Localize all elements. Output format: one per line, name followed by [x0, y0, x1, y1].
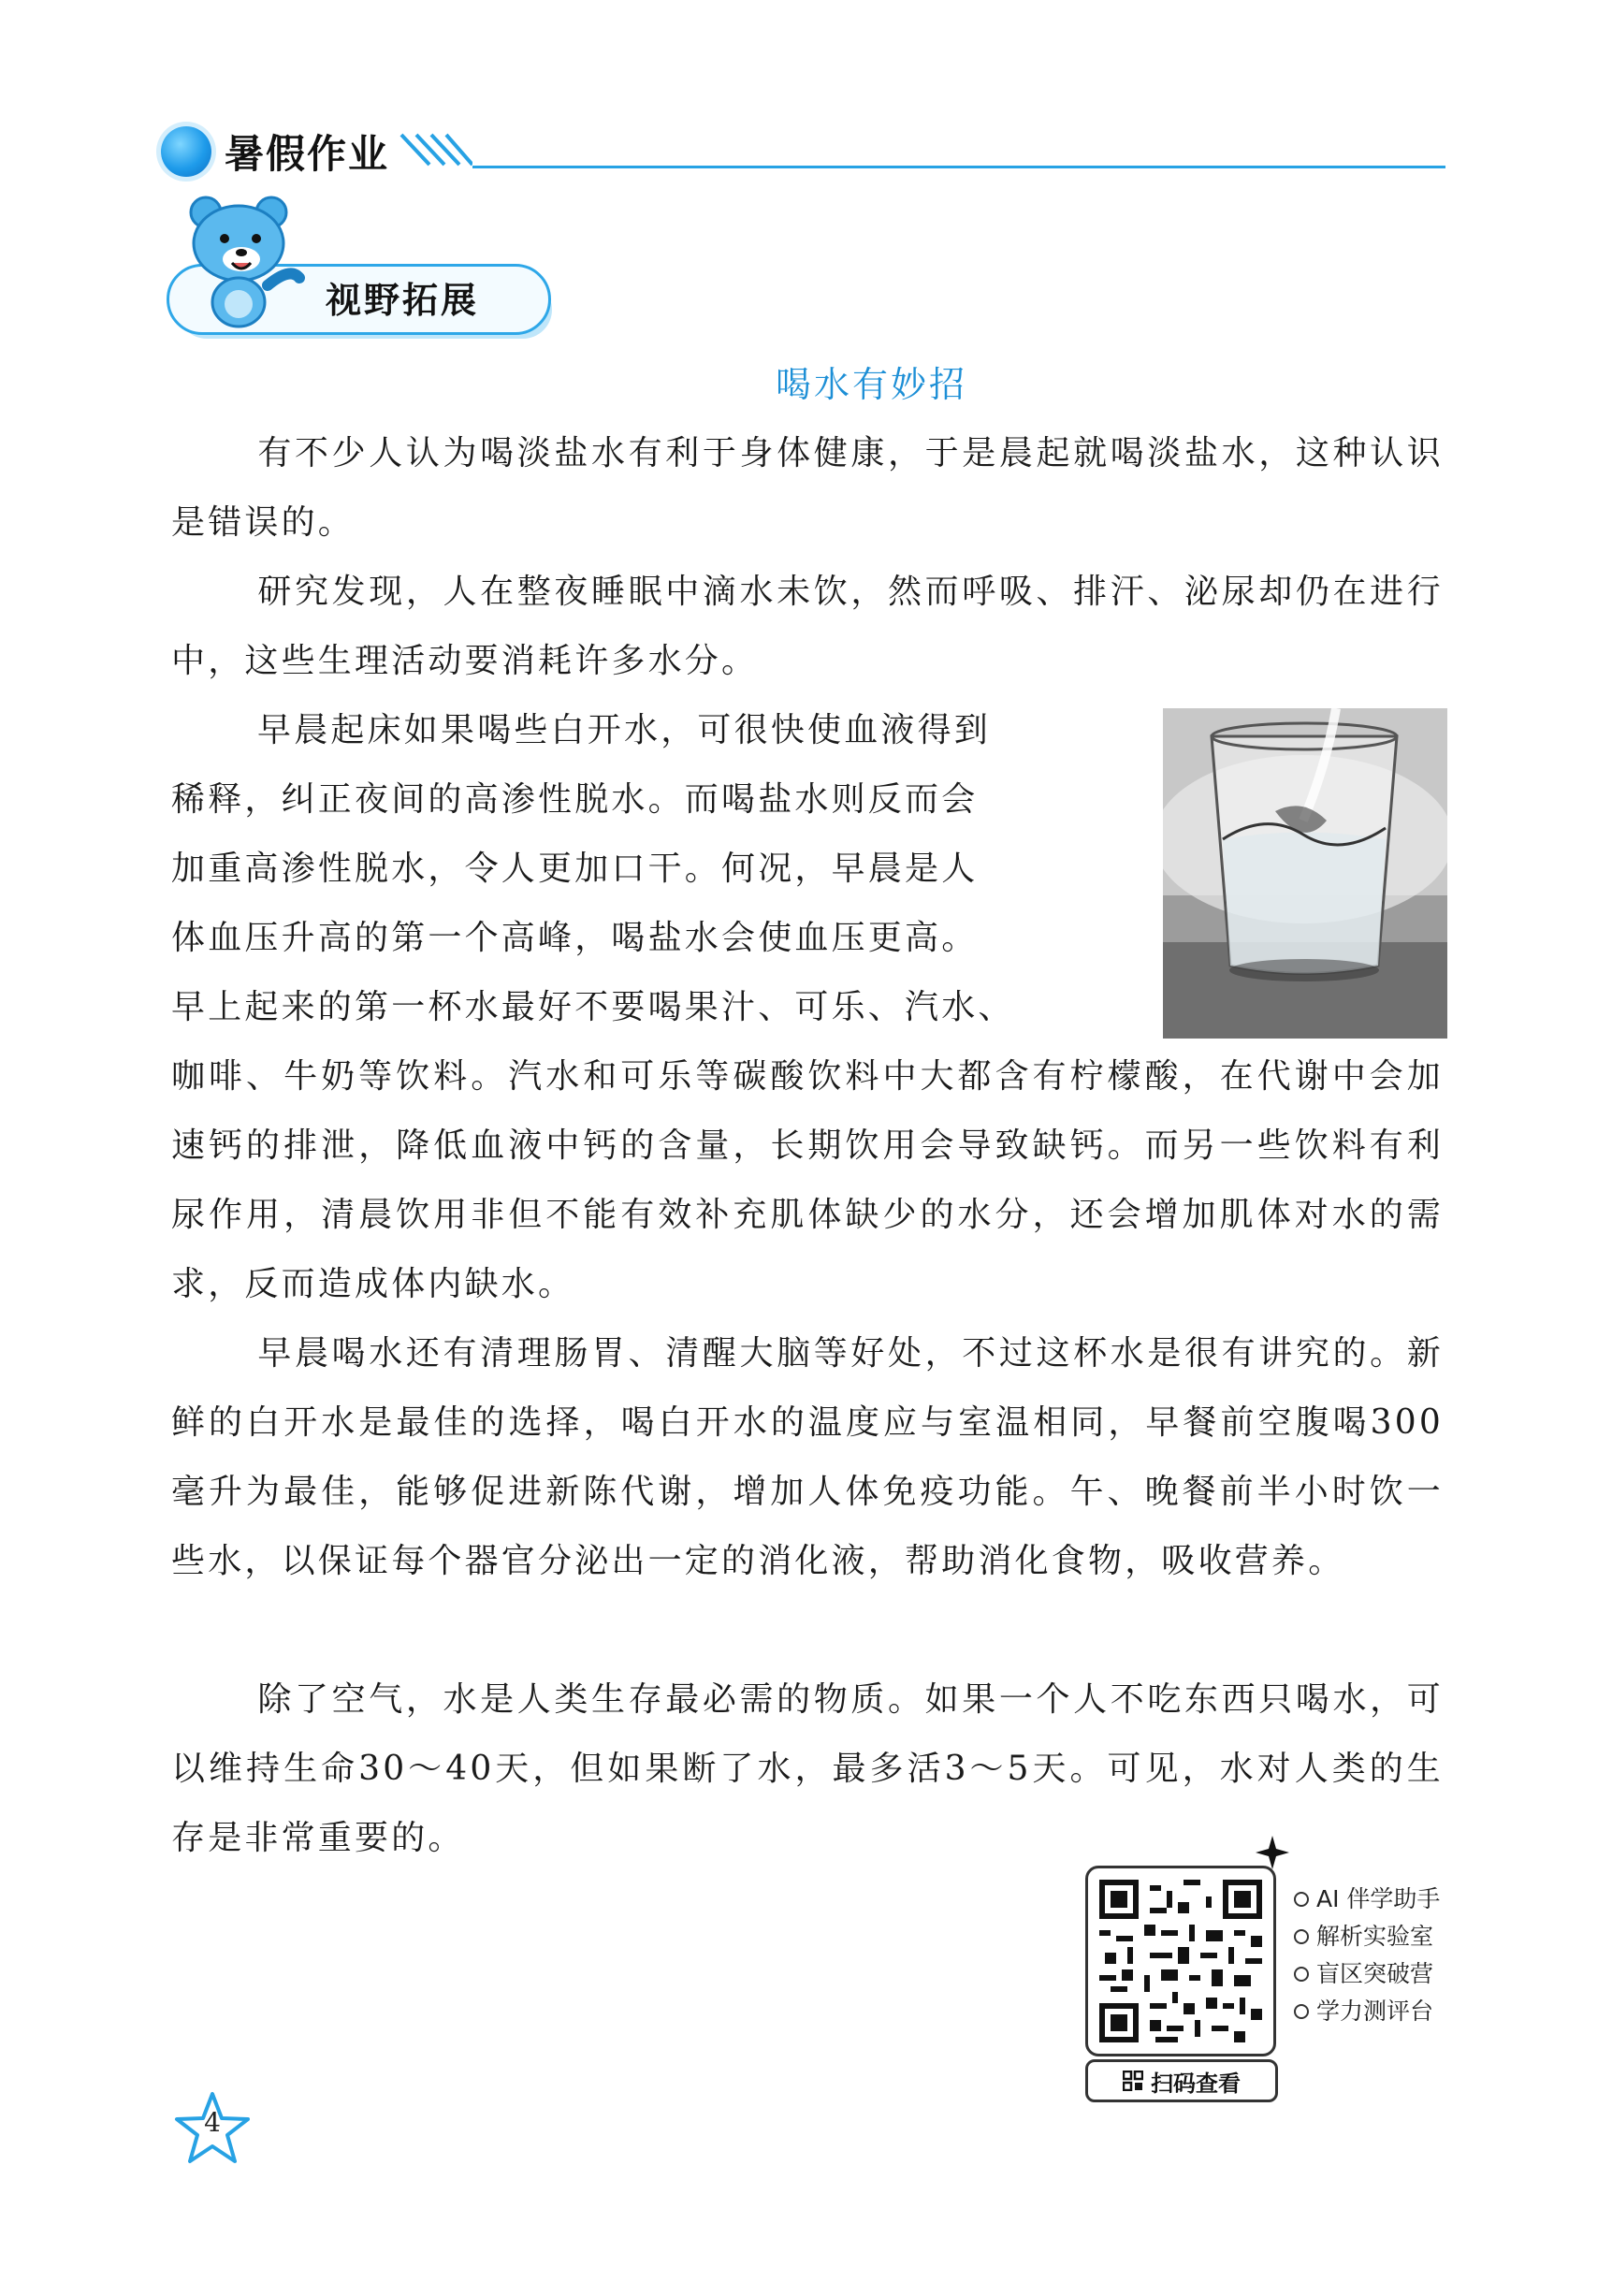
qr-feature-list: [1294, 1881, 1440, 2030]
paragraph-1: 有不少人认为喝淡盐水有利于身体健康，于是晨起就喝淡盐水，这种认识是错误的。: [171, 434, 1444, 542]
paragraph-3-rest: 咖啡、牛奶等饮料。汽水和可乐等碳酸饮料中大都含有柠檬酸，在代谢中会加速钙的排泄，降低血液中钙的含量，长期饮用会导致缺钙。而另一些饮料有利尿作用，清晨饮用非但不能有效补充肌体缺少的水分，还会增加肌体对水的需求，反而造成体内缺水。: [171, 1057, 1444, 1303]
bullet-icon: [1294, 2004, 1309, 2019]
scan-icon: [1123, 2071, 1143, 2091]
article-title: 喝水有妙招: [775, 364, 967, 405]
paragraph-3-line-4: 体血压升高的第一个高峰，喝盐水会使血压更高。: [171, 919, 979, 957]
scan-button-label: 扫码查看: [1151, 2070, 1241, 2097]
bullet-icon: [1294, 1892, 1309, 1907]
water-glass-photo: [1163, 708, 1447, 1039]
section-label: 视野拓展: [326, 280, 480, 321]
slash-decoration-icon: [398, 131, 472, 172]
header-rule: [472, 166, 1445, 168]
bear-mascot-icon: [178, 192, 318, 332]
qr-feature-item: 解析实验室: [1294, 1918, 1440, 1955]
scan-button[interactable]: [1085, 2059, 1278, 2102]
paragraph-3-line-2: 稀释，纠正夜间的高渗性脱水。而喝盐水则反而会: [171, 780, 979, 819]
page-header-title: 暑假作业: [225, 131, 390, 177]
paragraph-4: 早晨喝水还有清理肠胃、清醒大脑等好处，不过这杯水是很有讲究的。新鲜的白开水是最佳的选择，喝白开水的温度应与室温相同，早餐前空腹喝300毫升为最佳，能够促进新陈代谢，增加人体免疫功能。午、晚餐前半小时饮一些水，以保证每个器官分泌出一定的消化液，帮助消化食物，吸收营养。: [171, 1334, 1444, 1580]
qr-code[interactable]: [1085, 1866, 1276, 2056]
paragraph-3-line-1: 早晨起床如果喝些白开水，可很快使血液得到: [257, 711, 992, 749]
header-bullet-icon: [161, 126, 211, 177]
paragraph-3-line-5: 早上起来的第一杯水最好不要喝果汁、可乐、汽水、: [171, 988, 1015, 1026]
paragraph-3-line-3: 加重高渗性脱水，令人更加口干。何况，早晨是人: [171, 850, 979, 888]
qr-code-icon: [1099, 1880, 1262, 2042]
qr-feature-item: 学力测评台: [1294, 1993, 1440, 2030]
bullet-icon: [1294, 1967, 1309, 1982]
bullet-icon: [1294, 1929, 1309, 1944]
qr-feature-item: 盲区突破营: [1294, 1955, 1440, 1993]
paragraph-5: 除了空气，水是人类生存最必需的物质。如果一个人不吃东西只喝水，可以维持生命30～40天，但如果断了水，最多活3～5天。可见，水对人类的生存是非常重要的。: [171, 1680, 1444, 1857]
page-number: 4: [204, 2107, 221, 2138]
paragraph-2: 研究发现，人在整夜睡眠中滴水未饮，然而呼吸、排汗、泌尿却仍在进行中，这些生理活动要消耗许多水分。: [171, 573, 1444, 680]
qr-feature-item: AI 伴学助手: [1294, 1881, 1440, 1918]
